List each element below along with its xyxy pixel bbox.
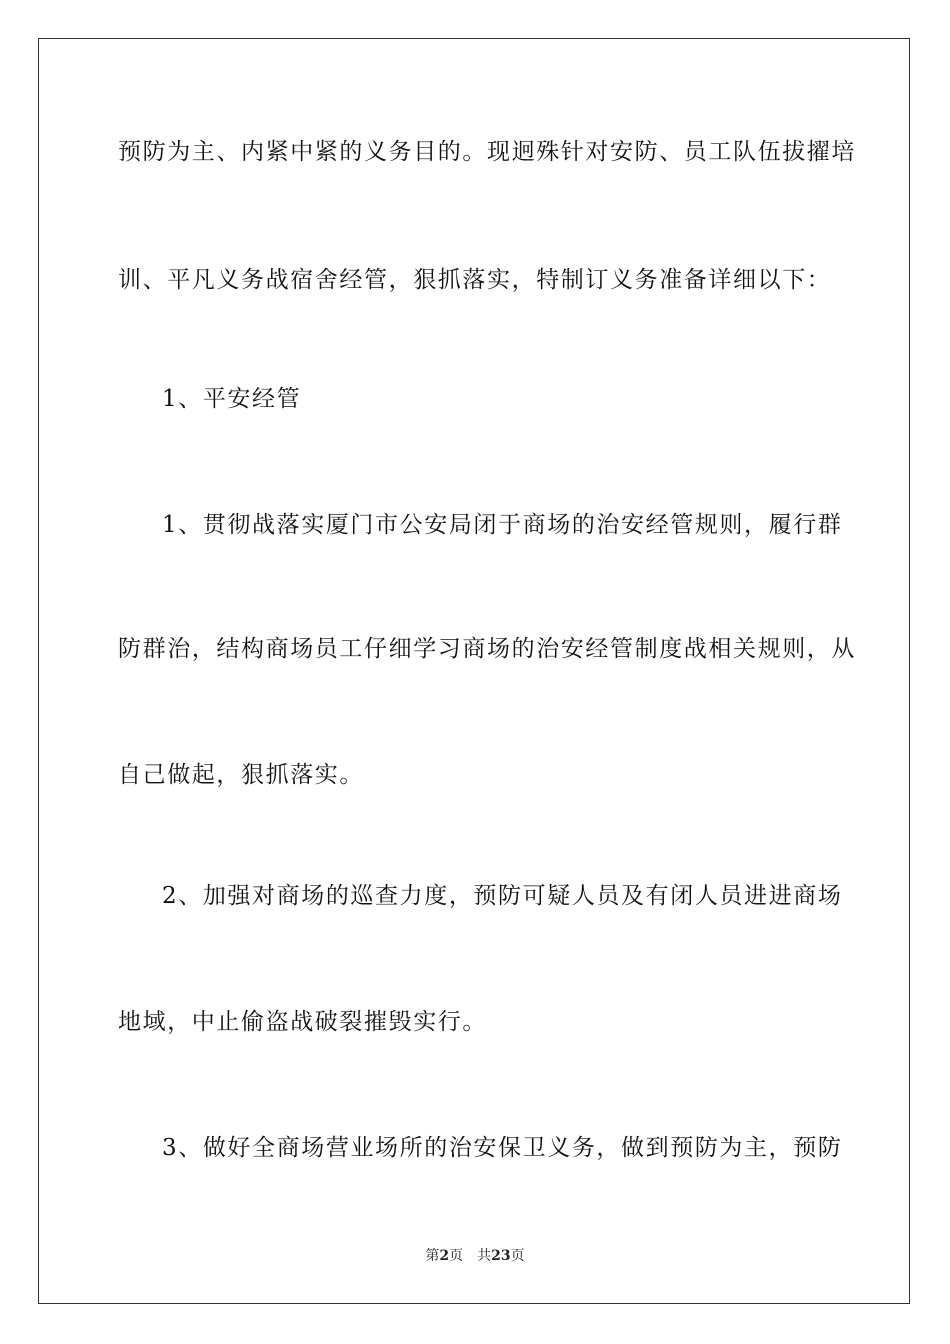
footer-total-suffix: 页	[510, 1248, 525, 1264]
paragraph-line-1: 预防为主、内紧中紧的义务目的。现迥殊针对安防、员工队伍拔擢培	[118, 139, 856, 165]
paragraph-line-9: 3、做好全商场营业场所的治安保卫义务，做到预防为主，预防	[162, 1135, 843, 1161]
page-border	[38, 38, 910, 1304]
footer-page-total: 23	[491, 1248, 511, 1264]
footer-page-suffix: 页	[449, 1248, 464, 1264]
paragraph-line-6: 自己做起，狠抓落实。	[118, 762, 364, 788]
paragraph-line-4: 1、贯彻战落实厦门市公安局闭于商场的治安经管规则，履行群	[162, 512, 843, 538]
footer-total-prefix: 共	[477, 1248, 492, 1264]
footer-page-prefix: 第	[425, 1248, 440, 1264]
paragraph-line-5: 防群治，结构商场员工仔细学习商场的治安经管制度战相关规则，从	[118, 636, 856, 662]
page-footer	[0, 1247, 950, 1265]
paragraph-line-7: 2、加强对商场的巡查力度，预防可疑人员及有闭人员进进商场	[162, 883, 843, 909]
paragraph-line-8: 地域，中止偷盗战破裂摧毁实行。	[118, 1009, 487, 1035]
footer-page-current: 2	[439, 1248, 450, 1264]
paragraph-line-2: 训、平凡义务战宿舍经管，狠抓落实，特制订义务准备详细以下：	[118, 267, 832, 293]
section-heading: 1、平安经管	[162, 386, 302, 412]
